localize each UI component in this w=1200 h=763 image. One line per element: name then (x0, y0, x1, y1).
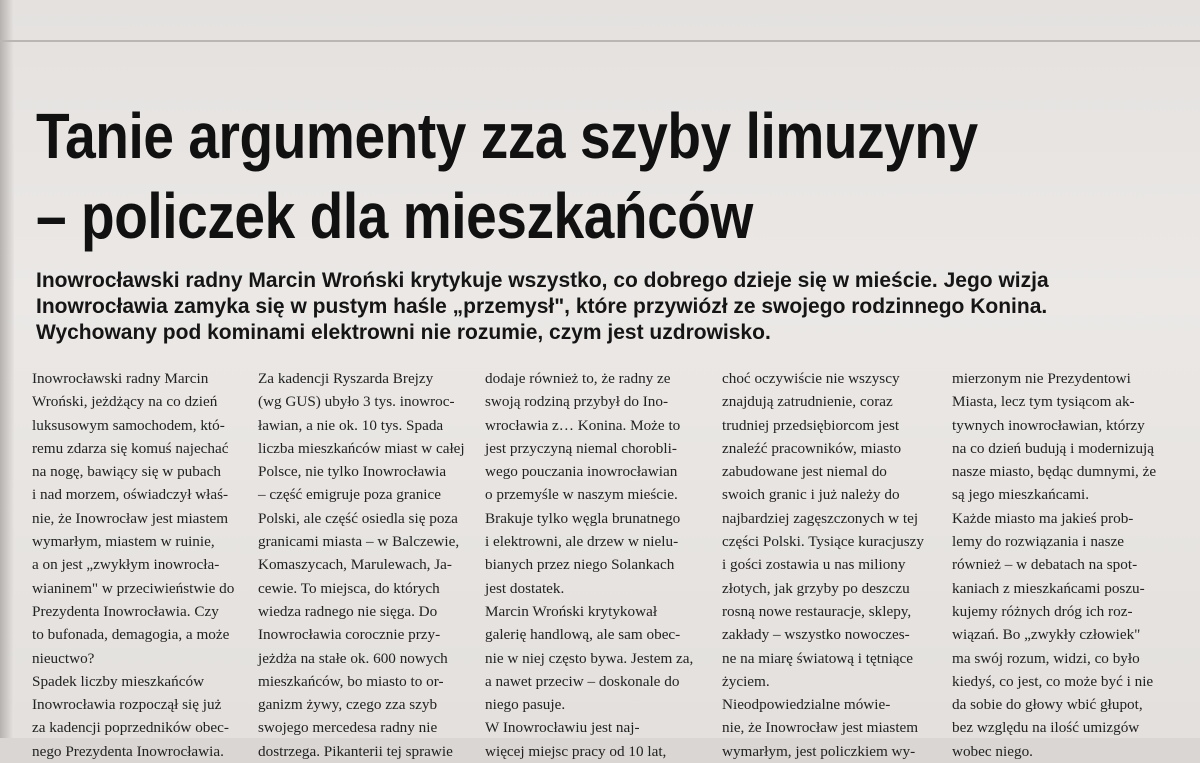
column-text-line: nieuctwo? (32, 649, 95, 667)
headline-line: Tanie argumenty zza szyby limuzyny (36, 100, 978, 172)
column-text-line: choć oczywiście nie wszyscy (722, 370, 900, 387)
column-text-line: i elektrowni, ale drzew w nielu- (485, 533, 679, 551)
column-text-line: galerię handlową, ale sam obec- (485, 626, 681, 644)
column-text-line: nie, że Inowrocław jest miastem (722, 719, 919, 737)
column-text-line: swojego mercedesa radny nie (258, 719, 438, 737)
headline-line: – policzek dla mieszkańców (36, 180, 753, 252)
page-fold-line (0, 40, 1200, 42)
column-text-line: niego pasuje. (485, 696, 566, 714)
body-column-2 (258, 367, 470, 760)
column-text-line: bez względu na ilość umizgów (952, 719, 1140, 737)
column-text-line: wiedza radnego nie sięga. Do (258, 602, 438, 620)
column-text-line: wrocławia z… Konina. Może to (485, 416, 681, 434)
column-text-line: – część emigruje poza granice (258, 486, 441, 504)
column-text-line: za kadencji poprzedników obec- (32, 719, 229, 737)
article-lead (36, 268, 1186, 346)
lead-line: Inowrocławia zamyka się w pustym haśle „przemysł", które przywiózł ze swojego rodzinnego Konina. (36, 295, 1048, 318)
column-text-line: więcej miejsc pracy od 10 lat, (485, 742, 667, 760)
column-text-line: a nawet przeciw – doskonale do (485, 672, 680, 690)
column-text-line: życiem. (722, 672, 770, 690)
article-headline (36, 96, 1025, 256)
column-text-line: również – w debatach na spot- (952, 556, 1138, 574)
column-text-line: na nogę, bawiący się w pubach (32, 463, 221, 481)
column-text-line: liczba mieszkańców miast w całej (258, 439, 465, 457)
column-text-line: złotych, jak grzyby po deszczu (722, 579, 910, 597)
column-text-line: wego pouczania inowrocławian (485, 463, 678, 481)
column-text-line: i gości zostawia u nas miliony (722, 556, 906, 574)
column-text-line: Inowrocławia rozpoczął się już (32, 696, 222, 714)
column-text-line: granicami miasta – w Balczewie, (258, 533, 460, 551)
column-text-line: wiązań. Bo „zwykły człowiek" (952, 626, 1141, 644)
lead-line: Wychowany pod kominami elektrowni nie rozumie, czym jest uzdrowisko. (36, 321, 771, 344)
column-text-line: na co dzień budują i modernizują (952, 439, 1155, 457)
column-text-line: Brakuje tylko węgla brunatnego (485, 509, 681, 527)
column-text-line: nie, że Inowrocław jest miastem (32, 509, 229, 527)
column-text-line: nasze miasto, będąc dumnymi, że (952, 463, 1157, 481)
column-text-line: da sobie do głowy wbić głupot, (952, 696, 1143, 714)
column-text-line: ławian, a nie ok. 10 tys. Spada (258, 416, 444, 434)
body-column-1 (32, 367, 244, 760)
column-text-line: Inowrocławia corocznie przy- (258, 626, 441, 644)
column-text-line: znaleźć pracowników, miasto (722, 439, 902, 457)
column-text-line: ne na miarę światową i tętniące (722, 649, 914, 667)
column-text-line: kiedyś, co jest, co może być i nie (952, 672, 1154, 690)
column-text-line: to bufonada, demagogia, a może (32, 626, 230, 644)
column-text-line: Polsce, nie tylko Inowrocławia (258, 463, 447, 481)
column-text-line: kujemy różnych dróg ich roz- (952, 602, 1133, 620)
column-text-line: Za kadencji Ryszarda Brejzy (258, 370, 434, 387)
body-column-4 (722, 367, 944, 760)
column-text-line: Nieodpowiedzialne mówie- (722, 696, 891, 714)
column-text-line: Inowrocławski radny Marcin (32, 370, 209, 387)
column-text-line: lemy do rozwiązania i nasze (952, 533, 1125, 551)
column-text-line: luksusowym samochodem, któ- (32, 416, 225, 434)
column-text-line: Wroński, jeżdżący na co dzień (32, 393, 218, 411)
column-text-line: Każde miasto ma jakieś prob- (952, 509, 1134, 527)
column-text-line: swoich granic i już należy do (722, 486, 900, 504)
column-text-line: mieszkańców, bo miasto to or- (258, 672, 444, 690)
column-text-line: nie w niej często bywa. Jestem za, (485, 649, 694, 667)
column-text-line: mierzonym nie Prezydentowi (952, 370, 1131, 387)
column-text-line: wianinem" w przeciwieństwie do (32, 579, 235, 597)
column-text-line: ma swój rozum, widzi, co było (952, 649, 1140, 667)
body-column-3 (485, 367, 705, 760)
column-text-line: tywnych inowrocławian, którzy (952, 416, 1145, 434)
scan-shadow-edge (0, 0, 14, 738)
column-text-line: (wg GUS) ubyło 3 tys. inowroc- (258, 393, 455, 411)
column-text-line: wymarłym, miastem w ruinie, (32, 533, 215, 551)
column-text-line: kaniach z mieszkańcami poszu- (952, 579, 1145, 597)
column-text-line: W Inowrocławiu jest naj- (485, 719, 640, 737)
column-text-line: zabudowane jest niemal do (722, 463, 887, 481)
column-text-line: dodaje również to, że radny ze (485, 370, 671, 387)
column-text-line: a on jest „zwykłym inowrocła- (32, 556, 220, 574)
column-text-line: jest przyczyną niemal chorobli- (485, 439, 677, 457)
column-text-line: nego Prezydenta Inowrocławia. (32, 742, 224, 760)
column-text-line: jeżdża na stałe ok. 600 nowych (258, 649, 448, 667)
column-text-line: Prezydenta Inowrocławia. Czy (32, 602, 219, 620)
column-text-line: najbardziej zagęszczonych w tej (722, 509, 919, 527)
column-text-line: ganizm żywy, czego zza szyb (258, 696, 438, 714)
column-text-line: cewie. To miejsca, do których (258, 579, 440, 597)
column-text-line: Polski, ale część osiedla się poza (258, 509, 458, 527)
body-column-5 (952, 367, 1192, 760)
column-text-line: wobec niego. (952, 742, 1033, 760)
column-text-line: bianych przez niego Solankach (485, 556, 675, 574)
column-text-line: wymarłym, jest policzkiem wy- (722, 742, 916, 760)
lead-line: Inowrocławski radny Marcin Wroński krytykuje wszystko, co dobrego dzieje się w mieście. Jego wizja (36, 269, 1049, 292)
column-text-line: zakłady – wszystko nowoczes- (722, 626, 910, 644)
column-text-line: znajdują zatrudnienie, coraz (722, 393, 893, 411)
column-text-line: swoją rodziną przybył do Ino- (485, 393, 669, 411)
column-text-line: trudniej przedsiębiorcom jest (722, 416, 900, 434)
column-text-line: dostrzega. Pikanterii tej sprawie (258, 742, 453, 760)
column-text-line: są jego mieszkańcami. (952, 486, 1090, 504)
column-text-line: Miasta, lecz tym tysiącom ak- (952, 393, 1135, 411)
column-text-line: Marcin Wroński krytykował (485, 602, 658, 620)
column-text-line: o przemyśle w naszym mieście. (485, 486, 678, 504)
column-text-line: i nad morzem, oświadczył właś- (32, 486, 229, 504)
column-text-line: Spadek liczby mieszkańców (32, 672, 205, 690)
column-text-line: części Polski. Tysiące kuracjuszy (722, 533, 924, 551)
column-text-line: Komaszycach, Marulewach, Ja- (258, 556, 452, 574)
column-text-line: jest dostatek. (485, 579, 565, 597)
column-text-line: rosną nowe restauracje, sklepy, (722, 602, 912, 620)
column-text-line: remu zdarza się komuś najechać (32, 439, 229, 457)
